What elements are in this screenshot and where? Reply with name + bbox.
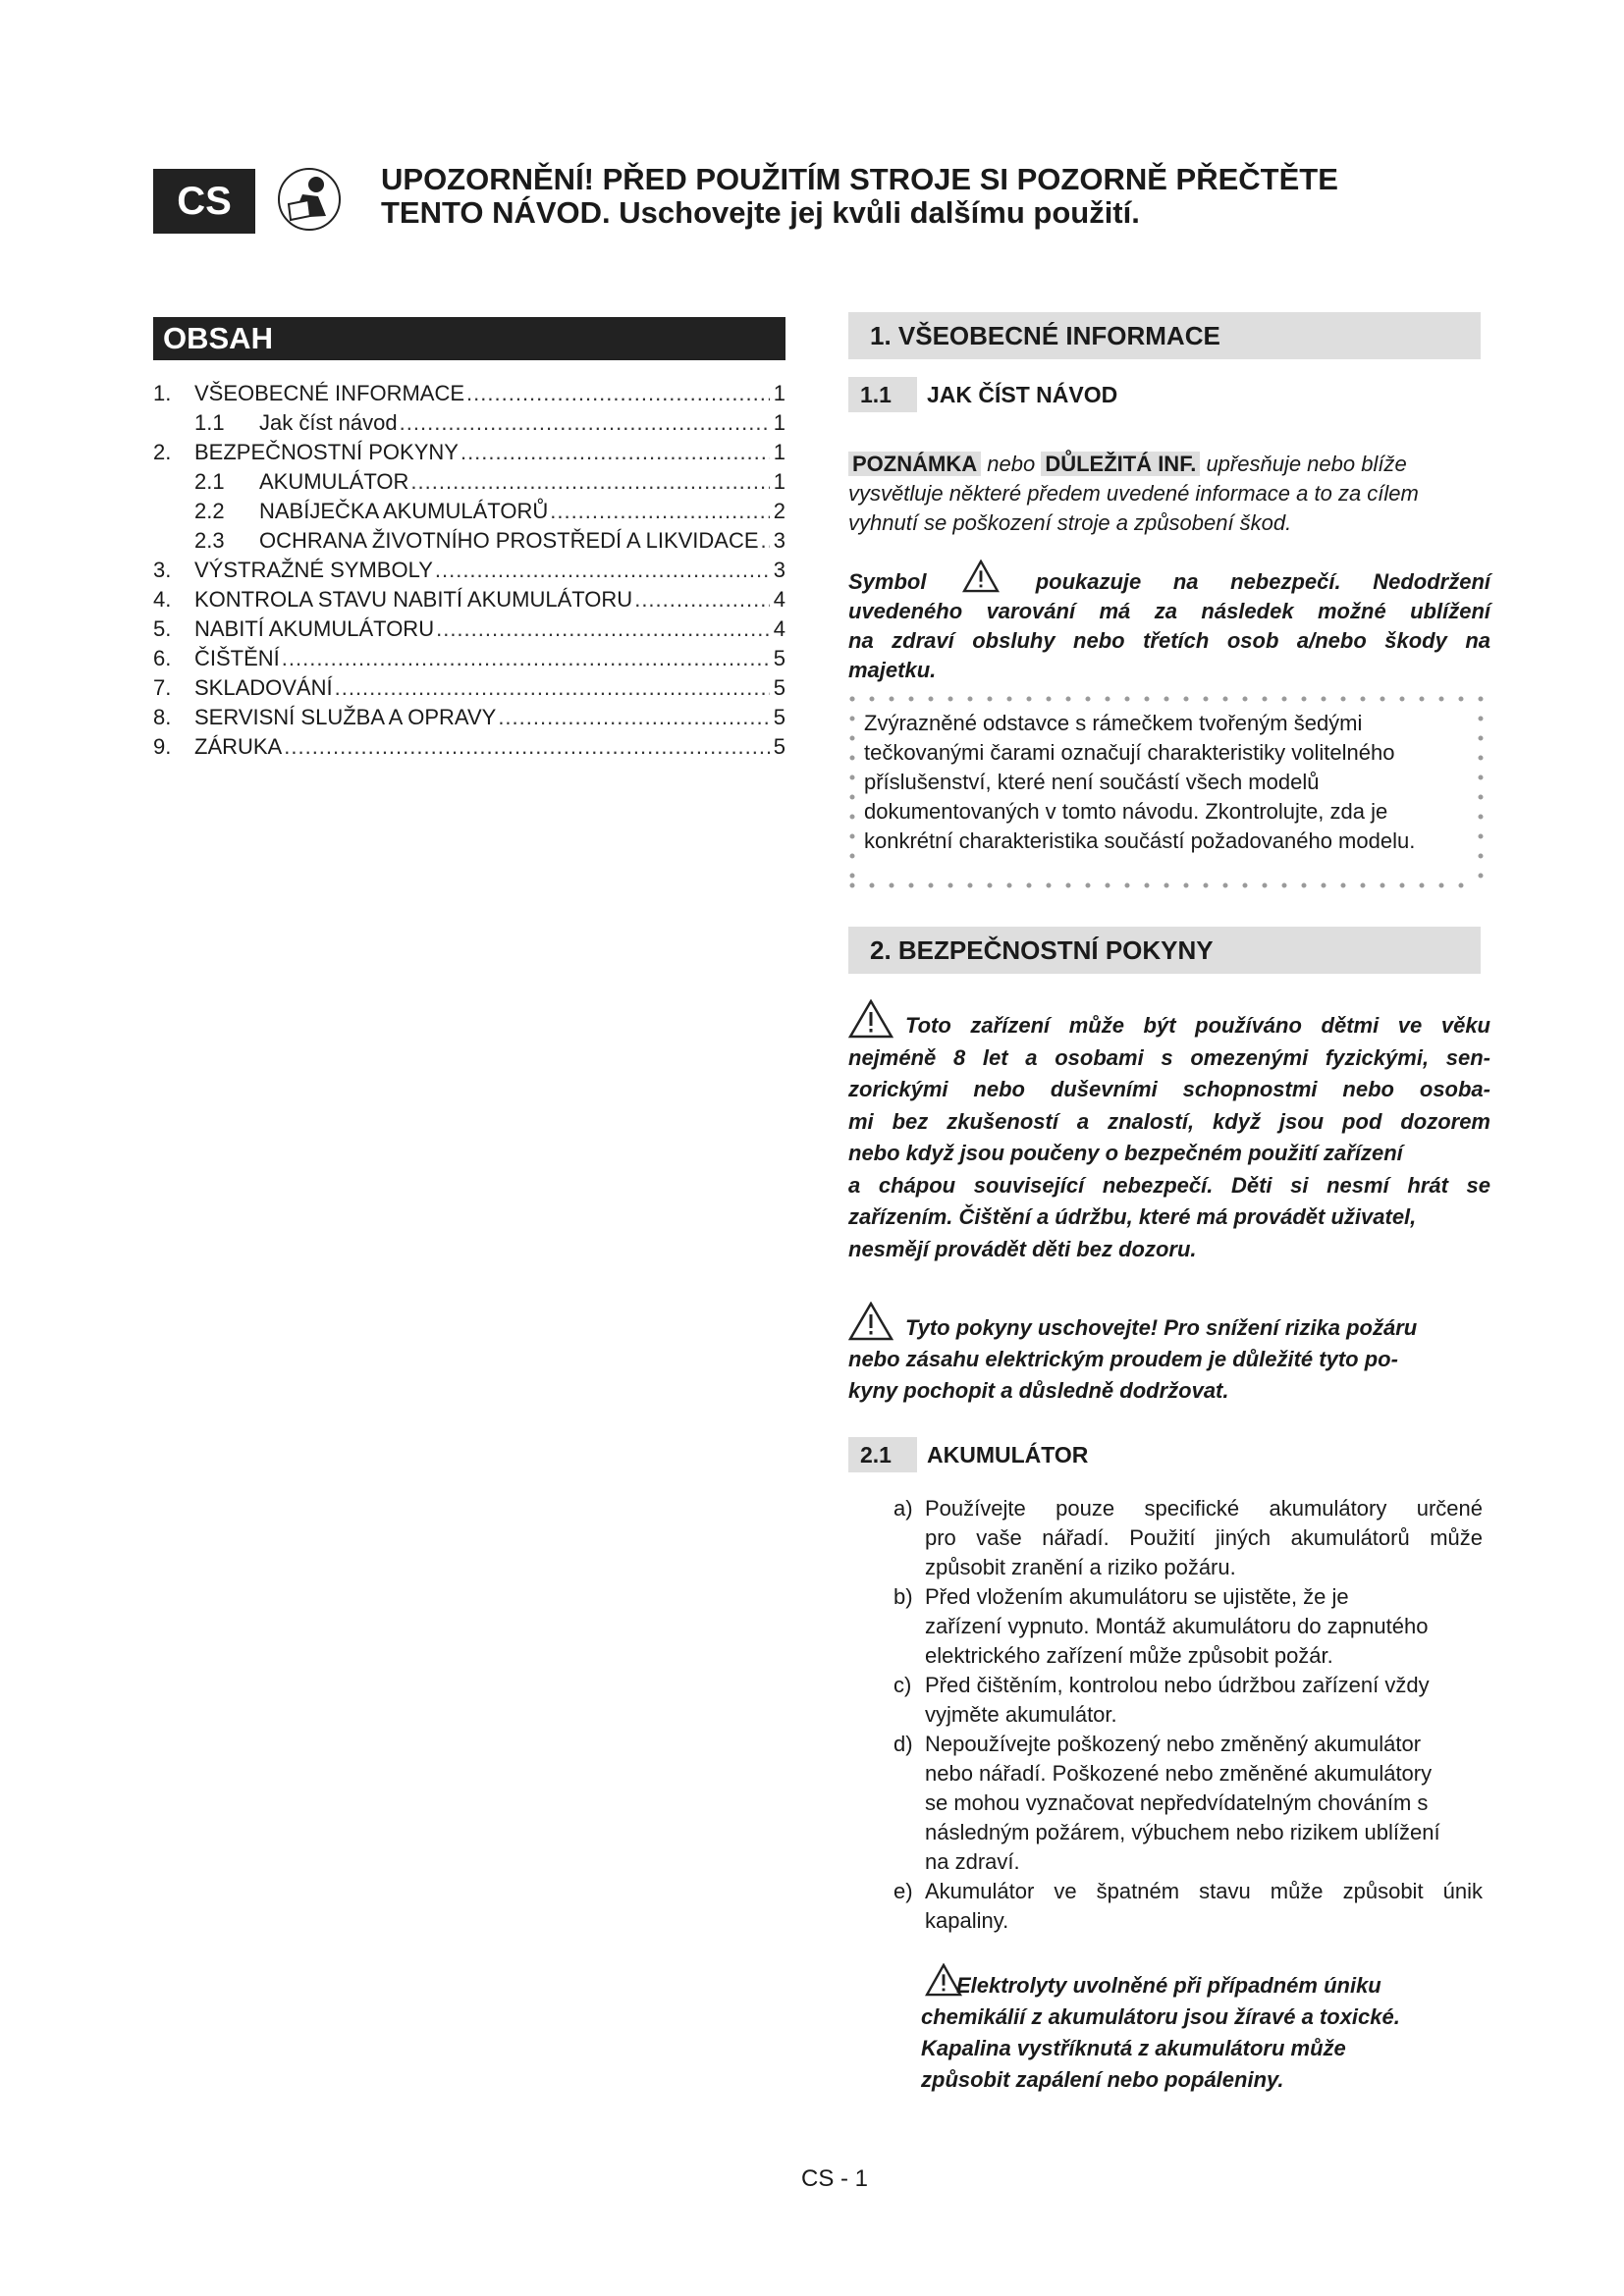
warn1-line: nejméně 8 let a osobami s omezenými fyzickými, sen- [848, 1044, 1490, 1070]
list-marker: b) [893, 1584, 913, 1609]
warn1-line: nebo když jsou poučeny o bezpečném použití zařízení [848, 1141, 1403, 1165]
toc-item[interactable] [153, 469, 785, 499]
toc-item-number: 2.2 [194, 499, 225, 523]
note-or: nebo [987, 452, 1036, 476]
toc-leader-dots [498, 705, 770, 730]
toc-item-number: 3. [153, 558, 172, 582]
optional-feature-box [848, 695, 1485, 889]
list-marker: c) [893, 1673, 912, 1697]
note-tag: POZNÁMKA [848, 452, 981, 476]
box-line: Zvýrazněné odstavce s rámečkem tvořeným šedými [864, 711, 1363, 735]
note-paragraph [848, 450, 1490, 538]
toc-item-label: BEZPEČNOSTNÍ POKYNY [194, 440, 459, 464]
toc-item-number: 2.1 [194, 469, 225, 494]
warning-triangle-icon [848, 999, 893, 1039]
list-line: Před vložením akumulátoru se ujistěte, že je [925, 1584, 1349, 1609]
header-title-line2: TENTO NÁVOD. Uschovejte jej kvůli dalšímu použití. [381, 195, 1140, 230]
toc-item-label: ČIŠTĚNÍ [194, 646, 280, 670]
toc-item-label: SERVISNÍ SLUŽBA A OPRAVY [194, 705, 497, 729]
list-line: se mohou vyznačovat nepředvídatelným chováním s [925, 1790, 1429, 1815]
symbol-word: Symbol [848, 569, 927, 594]
section-heading-general-info: 1. VŠEOBECNÉ INFORMACE [848, 312, 1481, 359]
toc-item[interactable] [153, 410, 785, 440]
warn3-line: chemikálií z akumulátoru jsou žíravé a toxické. [921, 2004, 1400, 2029]
toc-leader-dots [284, 734, 770, 760]
symbol-line2: uvedeného varování má za následek možné ublížení [848, 599, 1490, 623]
toc-item[interactable] [153, 705, 785, 734]
section-heading-safety: 2. BEZPEČNOSTNÍ POKYNY [848, 927, 1481, 974]
toc-item-number: 8. [153, 705, 172, 729]
symbol-line1 [848, 560, 1490, 597]
toc-item[interactable] [153, 499, 785, 528]
warn1-line: nesmějí provádět děti bez dozoru. [848, 1236, 1197, 1261]
electrolyte-warning-paragraph [921, 1963, 1490, 2096]
symbol-line1-rest: poukazuje na nebezpečí. Nedodržení [1035, 569, 1490, 594]
toc-item[interactable] [153, 646, 785, 675]
toc-item[interactable] [153, 616, 785, 646]
toc-leader-dots [761, 528, 770, 554]
list-line: zařízení vypnuto. Montáž akumulátoru do zapnutého [925, 1614, 1429, 1638]
toc-item-label: NABITÍ AKUMULÁTORU [194, 616, 435, 641]
list-marker: e) [893, 1879, 913, 1903]
warn1-line: zařízením. Čištění a údržbu, které má provádět uživatel, [848, 1204, 1417, 1229]
optional-feature-text [864, 709, 1481, 856]
header-warning-title [381, 163, 1363, 230]
list-line: kapaliny. [925, 1908, 1009, 1933]
note-line1 [848, 450, 1490, 479]
symbol-line4: majetku. [848, 658, 937, 682]
toc-leader-dots [436, 616, 770, 642]
toc-item-page: 1 [773, 469, 785, 494]
list-line: způsobit zranění a riziko požáru. [925, 1555, 1236, 1579]
important-tag: DŮLEŽITÁ INF. [1041, 452, 1200, 476]
toc-leader-dots [410, 469, 770, 495]
toc-item[interactable] [153, 675, 785, 705]
list-line: vyjměte akumulátor. [925, 1702, 1117, 1727]
warn2-line: kyny pochopit a důsledně dodržovat. [848, 1378, 1229, 1403]
toc-item-page: 4 [773, 587, 785, 612]
list-line: elektrického zařízení může způsobit požár. [925, 1643, 1333, 1668]
toc-item-number: 6. [153, 646, 172, 670]
toc-item-number: 9. [153, 734, 172, 759]
warn1-text: Toto zařízení může být používáno dětmi ve věku [905, 1013, 1490, 1038]
toc-leader-dots [335, 675, 770, 701]
box-line: dokumentovaných v tomto návodu. Zkontrolujte, zda je [864, 799, 1388, 824]
toc-item[interactable] [153, 528, 785, 558]
toc-item-number: 2. [153, 440, 172, 464]
toc-item[interactable] [153, 558, 785, 587]
warning-keep-instructions-paragraph [848, 1302, 1490, 1407]
warn3-line: způsobit zapálení nebo popáleniny. [921, 2067, 1284, 2092]
toc-leader-dots [400, 410, 770, 436]
list-line: Akumulátor ve špatném stavu může způsobit únik [925, 1879, 1483, 1903]
box-line: konkrétní charakteristika součástí požadovaného modelu. [864, 828, 1416, 853]
toc-item-page: 3 [773, 558, 785, 582]
toc-item-number: 1.1 [194, 410, 225, 435]
header-title-line1: UPOZORNĚNÍ! PŘED POUŽITÍM STROJE SI POZORNĚ PŘEČTĚTE [381, 162, 1338, 196]
warn1-line: mi bez zkušeností a znalostí, když jsou pod dozorem [848, 1108, 1490, 1134]
warn3-line [921, 1963, 1490, 2002]
toc-item-page: 4 [773, 616, 785, 641]
toc-leader-dots [282, 646, 770, 671]
warn2-text: Tyto pokyny uschovejte! Pro snížení rizika požáru [905, 1315, 1418, 1340]
toc-item-number: 7. [153, 675, 172, 700]
warning-children-paragraph [848, 999, 1490, 1265]
table-of-contents [153, 381, 785, 764]
warning-triangle-icon [848, 1302, 893, 1341]
warn2-line: nebo zásahu elektrickým proudem je důležité tyto po- [848, 1347, 1398, 1371]
list-item [893, 1494, 1483, 1582]
toc-item-number: 2.3 [194, 528, 225, 553]
toc-item-page: 1 [773, 440, 785, 464]
note-line1-rest: upřesňuje nebo blíže [1206, 452, 1407, 476]
warn3-line: Kapalina vystříknutá z akumulátoru může [921, 2036, 1346, 2060]
toc-item-page: 5 [773, 734, 785, 759]
list-marker: d) [893, 1732, 913, 1756]
toc-leader-dots [634, 587, 770, 613]
toc-item[interactable] [153, 381, 785, 410]
toc-item-label: SKLADOVÁNÍ [194, 675, 333, 700]
note-line2: vysvětluje některé předem uvedené informace a to za cílem [848, 481, 1419, 506]
list-marker: a) [893, 1496, 913, 1521]
toc-item-page: 5 [773, 646, 785, 670]
toc-item-page: 5 [773, 705, 785, 729]
toc-leader-dots [550, 499, 770, 524]
warn1-line: a chápou související nebezpečí. Děti si nesmí hrát se [848, 1172, 1490, 1198]
toc-item-number: 4. [153, 587, 172, 612]
toc-item-page: 1 [773, 410, 785, 435]
list-line: Nepoužívejte poškozený nebo změněný akumulátor [925, 1732, 1422, 1756]
toc-leader-dots [460, 440, 770, 465]
symbol-paragraph [848, 560, 1490, 685]
list-line: pro vaše nářadí. Použití jiných akumulátorů může [925, 1525, 1483, 1550]
list-line: následným požárem, výbuchem nebo rizikem ublížení [925, 1820, 1440, 1844]
toc-item-page: 3 [773, 528, 785, 553]
warn1-line: zorickými nebo duševními schopnostmi nebo osoba- [848, 1077, 1490, 1101]
toc-item-label: VÝSTRAŽNÉ SYMBOLY [194, 558, 433, 582]
language-badge: CS [153, 169, 255, 234]
toc-item-page: 5 [773, 675, 785, 700]
list-line: na zdraví. [925, 1849, 1020, 1874]
toc-item-page: 2 [773, 499, 785, 523]
subsection-heading-how-to-read [848, 377, 1117, 412]
toc-item-number: 1. [153, 381, 172, 405]
toc-leader-dots [435, 558, 770, 583]
list-item [893, 1582, 1483, 1671]
list-line: Používejte pouze specifické akumulátory určené [925, 1496, 1483, 1521]
subsection-number: 2.1 [848, 1437, 917, 1472]
list-line: Před čištěním, kontrolou nebo údržbou zařízení vždy [925, 1673, 1430, 1697]
toc-item-label: AKUMULÁTOR [259, 469, 409, 494]
toc-item[interactable] [153, 440, 785, 469]
list-item [893, 1877, 1483, 1936]
toc-item-label: VŠEOBECNÉ INFORMACE [194, 381, 465, 405]
toc-heading: OBSAH [153, 317, 785, 360]
read-manual-icon [277, 167, 342, 232]
box-line: příslušenství, které není součástí všech modelů [864, 770, 1320, 794]
toc-item-label: KONTROLA STAVU NABITÍ AKUMULÁTORU [194, 587, 633, 612]
subsection-title: JAK ČÍST NÁVOD [927, 382, 1118, 407]
toc-item-label: OCHRANA ŽIVOTNÍHO PROSTŘEDÍ A LIKVIDACE [259, 528, 759, 553]
toc-item-number: 5. [153, 616, 172, 641]
warn1-line [848, 999, 1490, 1042]
box-line: tečkovanými čarami označují charakteristiky volitelného [864, 740, 1395, 765]
page-number: CS - 1 [800, 2165, 868, 2192]
list-item [893, 1730, 1483, 1877]
warning-triangle-icon [962, 560, 1000, 593]
subsection-title: AKUMULÁTOR [927, 1442, 1089, 1468]
toc-item-page: 1 [773, 381, 785, 405]
toc-item-label: ZÁRUKA [194, 734, 283, 759]
symbol-line3: na zdraví obsluhy nebo třetích osob a/nebo škody na [848, 628, 1490, 653]
note-line3: vyhnutí se poškození stroje a způsobení škod. [848, 510, 1292, 535]
toc-leader-dots [466, 381, 770, 406]
subsection-heading-battery [848, 1437, 1088, 1472]
subsection-number: 1.1 [848, 377, 917, 412]
warn2-line [848, 1302, 1490, 1344]
list-line: nebo nářadí. Poškozené nebo změněné akumulátory [925, 1761, 1433, 1786]
toc-item-label: Jak číst návod [259, 410, 398, 435]
battery-safety-list [893, 1494, 1483, 1936]
toc-item[interactable] [153, 587, 785, 616]
toc-item-label: NABÍJEČKA AKUMULÁTORŮ [259, 499, 549, 523]
warn3-text: Elektrolyty uvolněné při případném úniku [956, 1973, 1381, 1998]
toc-item[interactable] [153, 734, 785, 764]
list-item [893, 1671, 1483, 1730]
